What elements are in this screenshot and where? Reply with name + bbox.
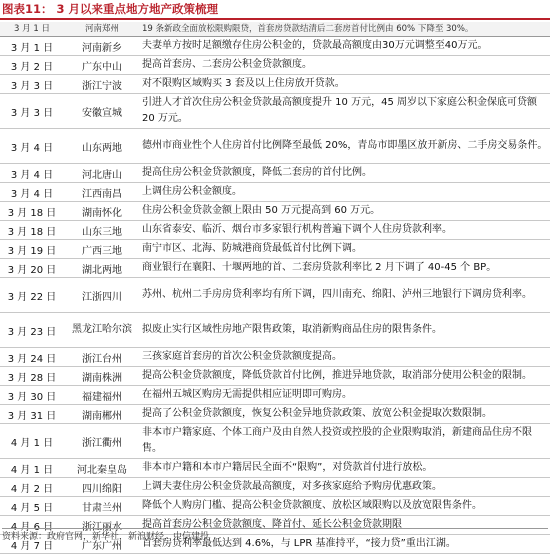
table-row xyxy=(0,348,550,367)
table-head-row xyxy=(0,22,550,37)
row-policy: 德州市商业性个人住房首付比例降至最低 20%，青岛市即墨区放开新房、二手房交易条件。 xyxy=(140,129,550,164)
row-date: 3 月 22 日 xyxy=(0,278,64,313)
head-date: 3 月 1 日 xyxy=(0,22,64,37)
policy-table xyxy=(0,22,550,554)
row-date: 4 月 1 日 xyxy=(0,459,64,478)
row-date: 3 月 4 日 xyxy=(0,129,64,164)
row-date: 3 月 4 日 xyxy=(0,183,64,202)
row-city: 湖北两地 xyxy=(64,259,140,278)
row-city: 广东中山 xyxy=(64,56,140,75)
row-city: 浙江丽水 xyxy=(64,516,140,535)
row-city: 江浙四川 xyxy=(64,278,140,313)
table-row xyxy=(0,164,550,183)
row-date: 3 月 3 日 xyxy=(0,94,64,129)
row-policy: 非本市户籍和本市户籍居民全面不“限购”，对贷款首付进行放松。 xyxy=(140,459,550,478)
row-city: 广东广州 xyxy=(64,535,140,554)
row-policy: 山东省泰安、临沂、烟台市多家银行机构普遍下调个人住房贷款利率。 xyxy=(140,221,550,240)
table-row xyxy=(0,129,550,164)
row-policy: 上调住房公积金额度。 xyxy=(140,183,550,202)
table-row xyxy=(0,478,550,497)
row-date: 4 月 6 日 xyxy=(0,516,64,535)
table-row xyxy=(0,94,550,129)
row-policy: 住房公积金贷款金额上限由 50 万元提高到 60 万元。 xyxy=(140,202,550,221)
source-note: 资料来源：政府官网，新华社，新浪财经，中信建投 xyxy=(2,528,548,544)
row-policy: 拟废止实行区域性房地产限售政策，取消新购商品住房的限售条件。 xyxy=(140,313,550,348)
row-policy: 提高公积金贷款额度，降低贷款首付比例，推进异地贷款，取消部分使用公积金的限制。 xyxy=(140,367,550,386)
row-policy: 在福州五城区购房无需提供相应证明即可购房。 xyxy=(140,386,550,405)
table-row xyxy=(0,75,550,94)
row-date: 3 月 28 日 xyxy=(0,367,64,386)
row-date: 3 月 18 日 xyxy=(0,221,64,240)
table-row xyxy=(0,56,550,75)
row-city: 河北唐山 xyxy=(64,164,140,183)
row-policy: 苏州、杭州二手房房贷利率均有所下调，四川南充、绵阳、泸州三地银行下调房贷利率。 xyxy=(140,278,550,313)
table-row xyxy=(0,497,550,516)
row-date: 3 月 23 日 xyxy=(0,313,64,348)
row-policy: 提高首套房公积金贷款额度、降首付、延长公积金贷款期限 xyxy=(140,516,550,535)
table-row xyxy=(0,424,550,459)
row-city: 河南新乡 xyxy=(64,37,140,56)
row-date: 4 月 7 日 xyxy=(0,535,64,554)
row-policy: 引进人才首次住房公积金贷款最高额度提升 10 万元，45 周岁以下家庭公积金保底可贷额 20 万元。 xyxy=(140,94,550,129)
row-policy: 首套房贷利率最低达到 4.6%，与 LPR 基准持平，“接力贷”重出江湖。 xyxy=(140,535,550,554)
table-row xyxy=(0,221,550,240)
table-row xyxy=(0,313,550,348)
row-date: 3 月 20 日 xyxy=(0,259,64,278)
row-date: 3 月 4 日 xyxy=(0,164,64,183)
row-date: 3 月 2 日 xyxy=(0,56,64,75)
row-policy: 三孩家庭首套房的首次公积金贷款额度提高。 xyxy=(140,348,550,367)
row-city: 湖南怀化 xyxy=(64,202,140,221)
row-city: 安徽宣城 xyxy=(64,94,140,129)
row-city: 山东三地 xyxy=(64,221,140,240)
row-date: 3 月 3 日 xyxy=(0,75,64,94)
table-row xyxy=(0,386,550,405)
table-row xyxy=(0,202,550,221)
row-date: 3 月 31 日 xyxy=(0,405,64,424)
row-city: 黑龙江哈尔滨 xyxy=(64,313,140,348)
row-city: 四川绵阳 xyxy=(64,478,140,497)
row-date: 3 月 18 日 xyxy=(0,202,64,221)
row-policy: 南宁市区、北海、防城港商贷最低首付比例下调。 xyxy=(140,240,550,259)
row-policy: 上调夫妻住房公积金贷款最高额度，对多孩家庭给予购房优惠政策。 xyxy=(140,478,550,497)
row-policy: 提高了公积金贷款额度，恢复公积金异地贷款政策、放宽公积金提取次数限制。 xyxy=(140,405,550,424)
row-date: 3 月 19 日 xyxy=(0,240,64,259)
row-city: 湖南株洲 xyxy=(64,367,140,386)
row-city: 广西三地 xyxy=(64,240,140,259)
table-row xyxy=(0,37,550,56)
table-row xyxy=(0,183,550,202)
row-city: 浙江台州 xyxy=(64,348,140,367)
row-city: 浙江宁波 xyxy=(64,75,140,94)
row-city: 福建福州 xyxy=(64,386,140,405)
row-date: 3 月 1 日 xyxy=(0,37,64,56)
row-date: 3 月 24 日 xyxy=(0,348,64,367)
head-policy: 19 条新政全面放松限购限贷，首套房贷款结清后二套房首付比例由 60% 下降至 30%。 xyxy=(140,22,550,37)
table-row xyxy=(0,240,550,259)
row-policy: 非本市户籍家庭、个体工商户及由自然人投资或控股的企业限购取消，新建商品住房不限售。 xyxy=(140,424,550,459)
row-policy: 夫妻单方按时足额缴存住房公积金的，贷款最高额度由30万元调整至40万元。 xyxy=(140,37,550,56)
row-date: 3 月 30 日 xyxy=(0,386,64,405)
row-policy: 提高首套房、二套房公积金贷款额度。 xyxy=(140,56,550,75)
row-policy: 对不限购区域购买 3 套及以上住房放开贷款。 xyxy=(140,75,550,94)
row-city: 山东两地 xyxy=(64,129,140,164)
row-date: 4 月 2 日 xyxy=(0,478,64,497)
table-row xyxy=(0,259,550,278)
head-city: 河南郑州 xyxy=(64,22,140,37)
row-date: 4 月 5 日 xyxy=(0,497,64,516)
table-row xyxy=(0,367,550,386)
row-city: 浙江衢州 xyxy=(64,424,140,459)
figure-title: 图表11： 3 月以来重点地方地产政策梳理 xyxy=(0,0,550,20)
row-city: 湖南郴州 xyxy=(64,405,140,424)
row-date: 4 月 1 日 xyxy=(0,424,64,459)
row-city: 江西南昌 xyxy=(64,183,140,202)
table-row xyxy=(0,405,550,424)
row-city: 甘肃兰州 xyxy=(64,497,140,516)
row-policy: 商业银行在襄阳、十堰两地的首、二套房贷款利率比 2 月下调了 40-45 个 BP。 xyxy=(140,259,550,278)
row-policy: 降低个人购房门槛、提高公积金贷款额度、放松区域限购以及放宽限售条件。 xyxy=(140,497,550,516)
table-row xyxy=(0,278,550,313)
row-city: 河北秦皇岛 xyxy=(64,459,140,478)
table-row xyxy=(0,459,550,478)
row-policy: 提高住房公积金贷款额度，降低二套房的首付比例。 xyxy=(140,164,550,183)
